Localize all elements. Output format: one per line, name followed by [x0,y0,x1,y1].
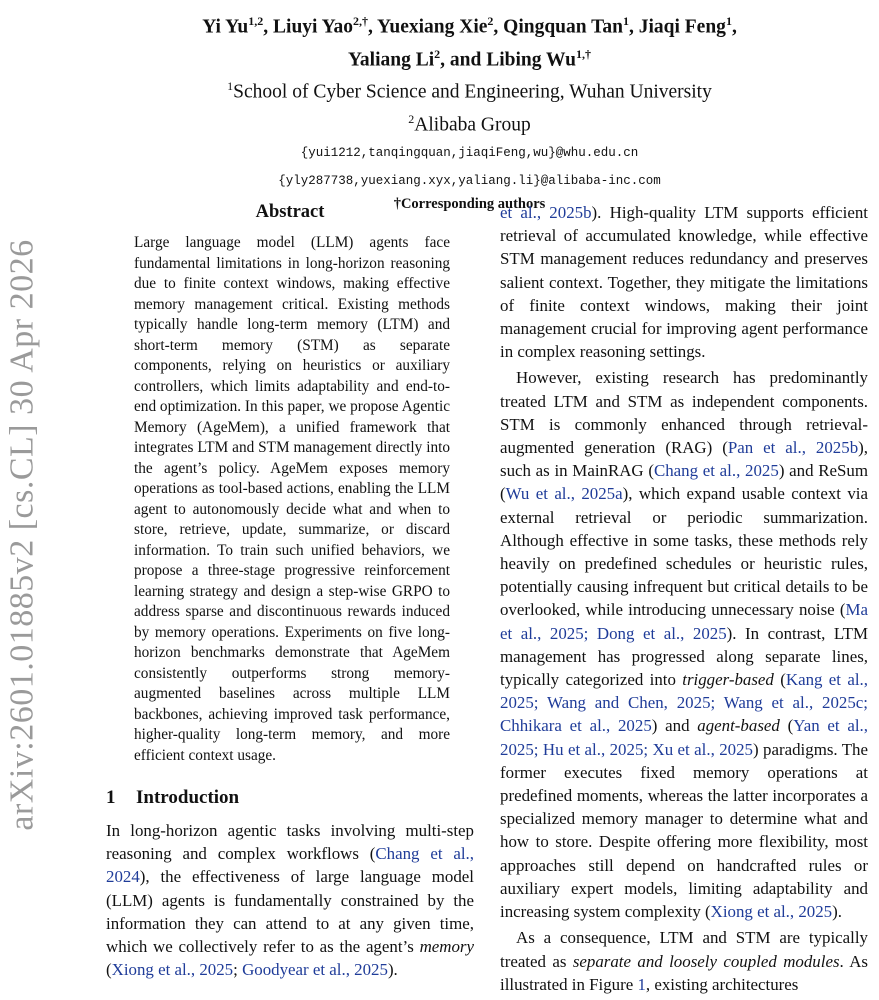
section-heading-introduction [106,787,474,809]
author-affiliation-mark: 2 [434,46,441,61]
left-column [106,200,474,981]
citation-link[interactable]: Chang et al., 2025 [653,461,779,481]
paragraph-text: ), the effectiveness of large language model (LLM) agents is fundamentally constrained by the information they can attend to at any given time, which we collectively refer to as the agent’s [106,867,474,957]
citation-link[interactable]: Xiong et al., 2025 [111,960,234,980]
author-name: , Qingquan Tan [493,16,623,38]
arxiv-identifier-stamp [0,240,46,830]
right-column [500,201,868,996]
paper-header [60,8,879,213]
affiliation-1 [60,73,879,106]
author-affiliation-mark: 1,† [576,46,592,61]
author-affiliation-mark: 1 [622,14,629,28]
email-line-2: {yly287738,yuexiang.xyx,yaliang.li}@alibaba-inc.com [278,174,661,188]
author-affiliation-mark: 2 [487,14,494,28]
paragraph-text: As a consequence, LTM and STM are typically treated as [500,928,868,971]
section-title: Introduction [136,787,240,808]
corresponding-authors-note: †Corresponding authors [393,196,546,212]
paragraph-text: ), such as in MainRAG ( [500,438,869,481]
abstract-heading: Abstract [255,202,325,222]
paragraph-text: ) and ReSum ( [500,461,869,504]
paragraph-text: ). [387,960,398,980]
author-name: Yaliang Li [347,49,435,70]
paragraph-text: . As illustrated in Figure [500,951,868,994]
author-list [60,8,879,73]
email-line-1: {yui1212,tanqingquan,jiaqiFeng,wu}@whu.edu.cn [300,146,639,160]
paragraph-text: ( [773,670,786,690]
paragraph-text: , existing architectures [645,974,799,994]
affiliation-mark: 1 [227,79,234,93]
author-affiliation-mark: 1 [725,14,732,28]
affiliation-mark: 2 [408,111,415,126]
figure-reference-link[interactable]: 1 [637,974,646,994]
paragraph-text: ) paradigms. The former executes fixed memory operations at predefined moments, whereas the latter incorporates a specialized memory manager to determine what and how to store. Despite offering more flexibility, most approaches still depend on handcrafted rules or auxiliary expert models, limiting adaptability and increasing system complexity ( [500,739,868,922]
author-affiliation-mark: 2,† [353,14,369,28]
paragraph-text: ; [233,960,243,980]
emphasized-term: trigger-based [682,670,774,690]
arxiv-stamp-text: arXiv:2601.01885v2 [cs.CL] 30 Apr 2026 [4,239,41,831]
author-affiliation-mark: 1,2 [248,14,264,28]
author-separator: , [731,16,737,38]
emphasized-term: separate and loosely coupled modules [572,951,840,971]
emphasized-term: memory [419,937,474,957]
emphasized-term: agent-based [697,716,780,736]
abstract-body: Large language model (LLM) agents face fundamental limitations in long-horizon reasoning due to finite context windows, making effective memory management critical. Existing methods typically handle long-term memory (LTM) and short-term memory (STM) as separate components, relying on heuristics or auxiliary controllers, which limits adaptability and end-to-end optimization. In this paper, we propose Agentic Memory (AgeMem), a unified framework that integrates LTM and STM management directly into the agent’s policy. AgeMem exposes memory operations as tool-based actions, enabling the LLM agent to autonomously decide what and when to store, retrieve, update, summarize, or discard information. To train such unified behaviors, we propose a three-stage progressive reinforcement learning strategy and design a step-wise GRPO to address sparse and discontinuous rewards induced by memory operations. Experiments on five long-horizon benchmarks demonstrate that AgeMem consistently outperforms strong memory-augmented baselines across multiple LLM backbones, achieving improved task performance, higher-quality long-term memory, and more efficient context usage. [134,234,450,764]
citation-link[interactable]: et al., 2025b [500,203,592,222]
citation-link[interactable]: Ma et al., 2025; Dong et al., 2025 [500,600,868,643]
citation-link[interactable]: Goodyear et al., 2025 [242,960,388,980]
paragraph-text: ( [779,716,794,736]
citation-link[interactable]: Pan et al., 2025b [727,438,859,458]
introduction-paragraph-1 [106,819,474,981]
author-name: , and Libing Wu [440,49,577,70]
paragraph-text: ), which expand usable context via external retrieval or periodic summarization. Although effective in some tasks, these methods rely heavily on predefined schedules or heuristic rules, potentially causing infrequent but critical details to be overlooked, while introducing unnecessary noise ( [500,484,868,620]
affiliation-text: Alibaba Group [414,114,531,135]
affiliation-2 [60,106,879,139]
author-name: , Yuexiang Xie [368,16,488,38]
citation-link[interactable]: Kang et al., 2025; Wang and Chen, 2025; Wang et al., 2025c; Chhikara et al., 2025 [500,670,868,736]
paragraph-text: ). In contrast, LTM management has progressed along separate lines, typically categorized into [500,623,868,690]
paragraph-text: ( [106,960,112,980]
continued-paragraph [500,201,868,363]
section-number: 1 [106,787,116,808]
author-name: , Liuyi Yao [263,16,354,38]
citation-link[interactable]: Wu et al., 2025a [505,484,623,504]
paragraph-text: In long-horizon agentic tasks involving multi-step reasoning and complex workflows ( [106,821,474,864]
paragraph-text: ) and [651,716,698,736]
affiliation-text: School of Cyber Science and Engineering, Wuhan University [233,81,712,103]
citation-link[interactable]: Chang et al., 2024 [106,844,474,887]
citation-link[interactable]: Yan et al., 2025; Hu et al., 2025; Xu et al., 2025 [500,716,868,759]
paragraph-consequence [500,926,868,996]
author-name: Yi Yu [202,16,249,38]
author-name: , Jiaqi Feng [628,16,726,38]
citation-link[interactable]: Xiong et al., 2025 [710,902,833,922]
paragraph-text: However, existing research has predominantly treated LTM and STM as independent components. STM is commonly enhanced through retrieval-augmented generation (RAG) ( [500,368,868,458]
paragraph-text: ). [832,902,842,922]
paragraph-text: ). High-quality LTM supports efficient retrieval of accumulated knowledge, while effective STM management reduces redundancy and preserves salient context. Together, they mitigate the limitations of finite context windows, making their joint management crucial for improving agent performance in complex reasoning settings. [500,203,868,362]
paragraph-however [500,366,868,923]
